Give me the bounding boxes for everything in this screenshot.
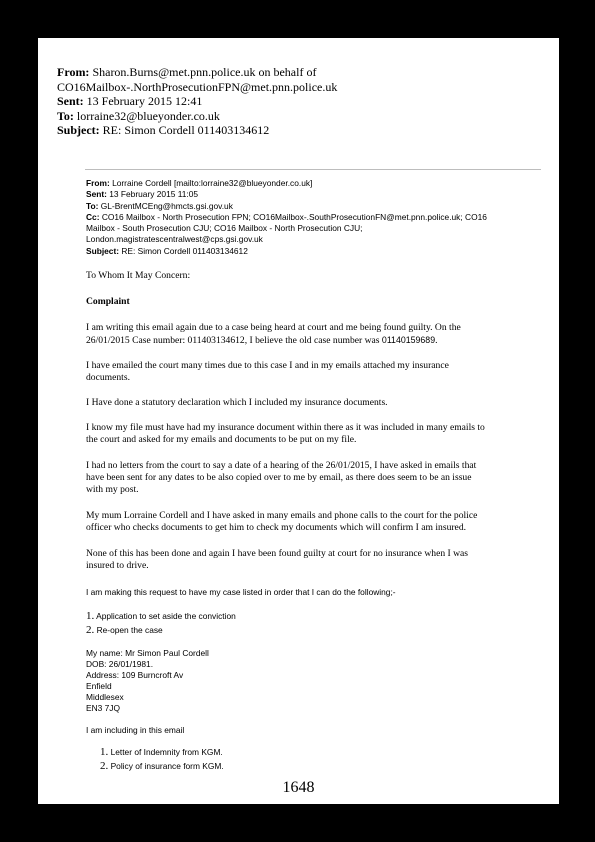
list-item: 1. Application to set aside the conviction [86,610,236,622]
paragraph-6: My mum Lorraine Cordell and I have asked in many emails and phone calls to the court for the police officer who checks documents to get him to check my documents which will confirm I am insured. [86,510,478,533]
attachment-item: 1. Letter of Indemnity from KGM. [100,746,223,758]
page-number: 1648 [282,779,315,796]
outer-from: From: Sharon.Burns@met.pnn.police.uk on behalf of [57,65,317,79]
document-page [38,38,559,804]
paragraph-5: I had no letters from the court to say a date of a hearing of the 26/01/2015, I have asked in emails that have been sent for any dates to be also copied over to me by email, as there does seem to be an issue with my post. [86,460,477,495]
inner-cc-cont-2: London.magistratescentralwest@cps.gsi.gov.uk [86,234,263,245]
greeting: To Whom It May Concern: [86,270,191,281]
outer-to: To: lorraine32@blueyonder.co.uk [57,108,220,123]
inner-subject: Subject: RE: Simon Cordell 011403134612 [86,245,248,256]
paragraph-2: I have emailed the court many times due to this case I and in my emails attached my insurance documents. [86,360,449,383]
complaint-heading: Complaint [86,296,130,307]
list-item: 2. Re-open the case [86,624,163,636]
inner-cc-cont-1: Mailbox - South Prosecution CJU; CO16 Mailbox - North Prosecution CJU; [86,223,363,234]
separator-rule [85,169,541,170]
paragraph-7: None of this has been done and again I have been found guilty at court for no insurance when I was insured to drive. [86,548,469,571]
personal-details: My name: Mr Simon Paul Cordell DOB: 26/01/1981. Address: 109 Burncroft Av Enfield Middlesex EN3 7JQ [86,648,209,713]
inner-sent: Sent: 13 February 2015 11:05 [86,189,199,200]
paragraph-3: I Have done a statutory declaration which I included my insurance documents. [86,397,388,408]
paragraph-1: I am writing this email again due to a case being heard at court and me being found guilty. On the 26/01/2015 Case number: 011403134612, I believe the old case number was 01140159689. [86,322,461,346]
inner-email-header [86,178,544,257]
paragraph-4: I know my file must have had my insurance document within there as it was included in many emails to the court and asked for my emails and documents to be put on my file. [86,422,485,445]
request-line: I am making this request to have my case listed in order that I can do the following;- [86,587,396,597]
including-line: I am including in this email [86,725,185,735]
inner-to: To: GL-BrentMCEng@hmcts.gsi.gov.uk [86,200,233,211]
outer-from-cont: CO16Mailbox-.NorthProsecutionFPN@met.pnn.police.uk [57,79,338,94]
outer-sent: Sent: 13 February 2015 12:41 [57,94,203,108]
inner-cc: Cc: CO16 Mailbox - North Prosecution FPN; CO16Mailbox-.SouthProsecutionFN@met.pnn.police.uk; CO16 [86,211,487,222]
outer-email-header [57,65,547,138]
inner-from: From: Lorraine Cordell [mailto:lorraine32@blueyonder.co.uk] [86,178,313,188]
outer-subject: Subject: RE: Simon Cordell 011403134612 [57,123,270,137]
attachment-item: 2. Policy of insurance form KGM. [100,760,224,772]
